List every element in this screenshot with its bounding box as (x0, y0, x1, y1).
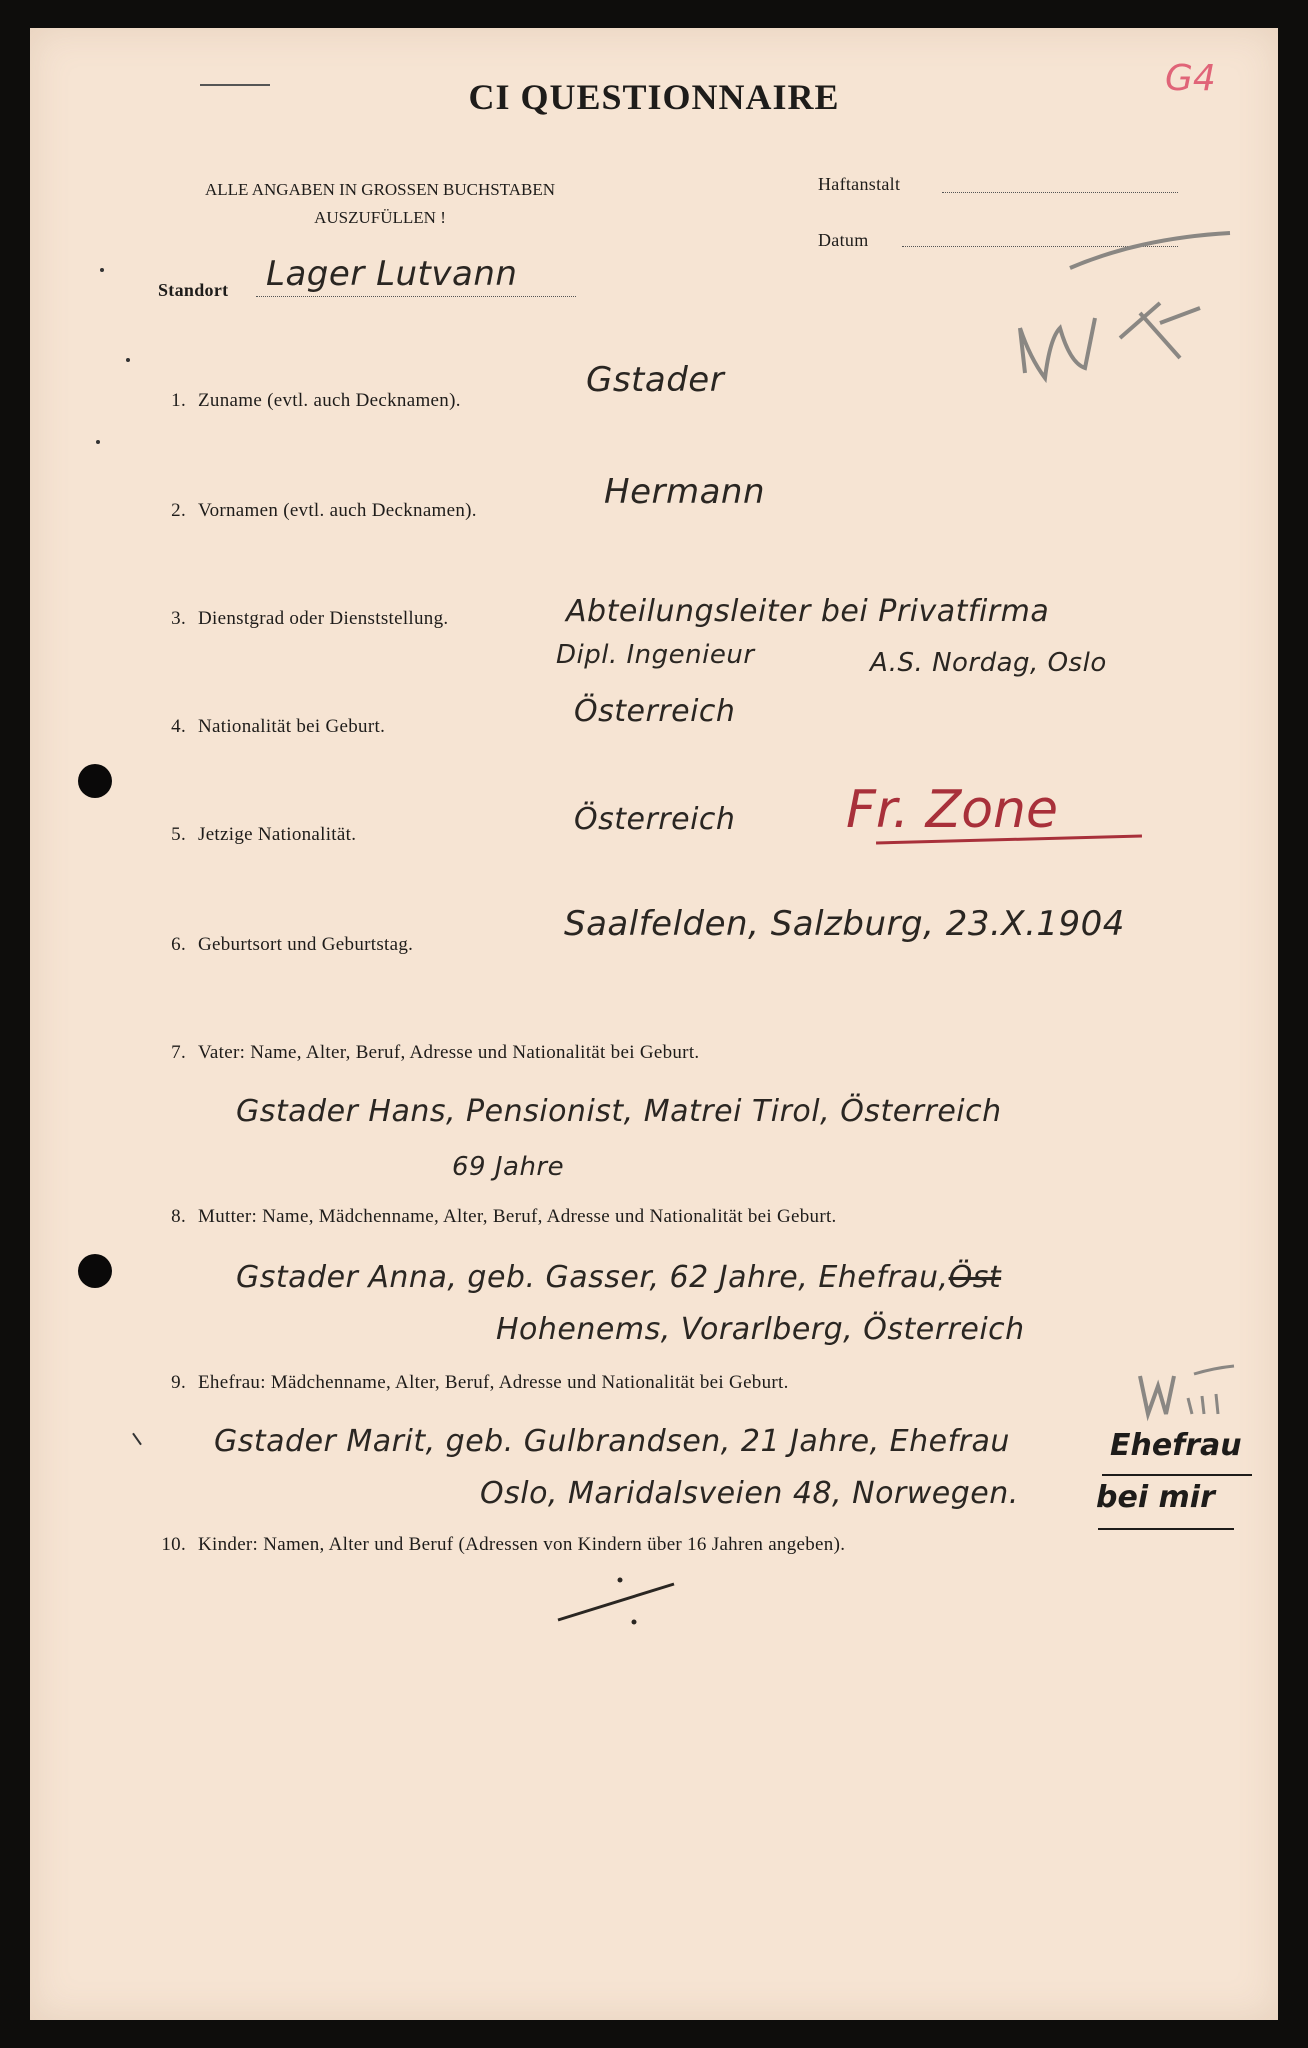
margin-dot-2 (126, 358, 130, 362)
answer-8-line-2: Hohenems, Vorarlberg, Österreich (496, 1312, 1025, 1347)
answer-3-line-2: Dipl. Ingenieur (556, 640, 755, 670)
haftanstalt-field (942, 192, 1178, 193)
question-5: 5. Jetzige Nationalität. (171, 824, 357, 845)
instruction-line-1: ALLE ANGABEN IN GROSSEN BUCHSTABEN (205, 180, 555, 199)
margin-note-line-2: bei mir (1096, 1480, 1215, 1515)
punch-hole-1 (78, 764, 112, 798)
question-4: 4. Nationalität bei Geburt. (171, 716, 386, 737)
question-7: 7. Vater: Name, Alter, Beruf, Adresse und Nationalität bei Geburt. (171, 1042, 700, 1063)
answer-10-dash-mark (550, 1574, 680, 1634)
answer-7: Gstader Hans, Pensionist, Matrei Tirol, Österreich (236, 1094, 1002, 1129)
answer-3: Abteilungsleiter bei Privatfirma (566, 594, 1050, 629)
form-title: CI QUESTIONNAIRE (468, 77, 840, 117)
question-9: 9. Ehefrau: Mädchenname, Alter, Beruf, Adresse und Nationalität bei Geburt. (171, 1372, 789, 1393)
corner-mark: G4 (1165, 58, 1216, 99)
answer-3-line-3: A.S. Nordag, Oslo (870, 648, 1107, 678)
answer-9-line-2: Oslo, Maridalsveien 48, Norwegen. (480, 1476, 1019, 1511)
margin-note-underline-1 (1102, 1474, 1252, 1476)
question-2: 2. Vornamen (evtl. auch Decknamen). (171, 500, 477, 521)
top-left-dash (200, 84, 270, 86)
question-3: 3. Dienstgrad oder Dienststellung. (171, 608, 449, 629)
answer-5-red-note: Fr. Zone (846, 780, 1058, 840)
instruction-line-2: AUSZUFÜLLEN ! (314, 208, 446, 227)
standort-value: Lager Lutvann (266, 254, 518, 294)
question-1: 1. Zuname (evtl. auch Decknamen). (171, 390, 461, 411)
answer-8-struck: Öst (948, 1260, 1002, 1295)
haftanstalt-label: Haftanstalt (818, 174, 901, 194)
answer-9: Gstader Marit, geb. Gulbrandsen, 21 Jahre, Ehefrau (214, 1424, 1010, 1459)
margin-dot-1 (100, 268, 104, 272)
instruction-text (130, 176, 630, 232)
margin-note-underline-2 (1098, 1528, 1234, 1530)
answer-8: Gstader Anna, geb. Gasser, 62 Jahre, Ehefrau,Öst (236, 1260, 1002, 1295)
answer-5: Österreich (574, 802, 736, 837)
answer-6: Saalfelden, Salzburg, 23.X.1904 (564, 904, 1125, 944)
answer-2: Hermann (604, 472, 766, 512)
margin-note-line-1: Ehefrau (1110, 1428, 1242, 1463)
question-10: 10. Kinder: Namen, Alter und Beruf (Adressen von Kindern über 16 Jahren angeben). (161, 1534, 846, 1555)
margin-dot-3 (96, 440, 100, 444)
standort-field (256, 296, 576, 297)
question-8: 8. Mutter: Name, Mädchenname, Alter, Beruf, Adresse und Nationalität bei Geburt. (171, 1206, 837, 1227)
punch-hole-2 (78, 1254, 112, 1288)
top-stamp-mark (990, 228, 1280, 418)
q9-stamp-mark (1134, 1364, 1244, 1434)
questionnaire-sheet (30, 28, 1278, 2020)
answer-4: Österreich (574, 694, 736, 729)
datum-label: Datum (818, 230, 869, 250)
standort-label: Standort (158, 280, 229, 300)
question-6: 6. Geburtsort und Geburtstag. (171, 934, 414, 955)
answer-7-line-2: 69 Jahre (452, 1152, 565, 1182)
answer-1: Gstader (586, 360, 725, 400)
margin-tick (132, 1433, 142, 1446)
